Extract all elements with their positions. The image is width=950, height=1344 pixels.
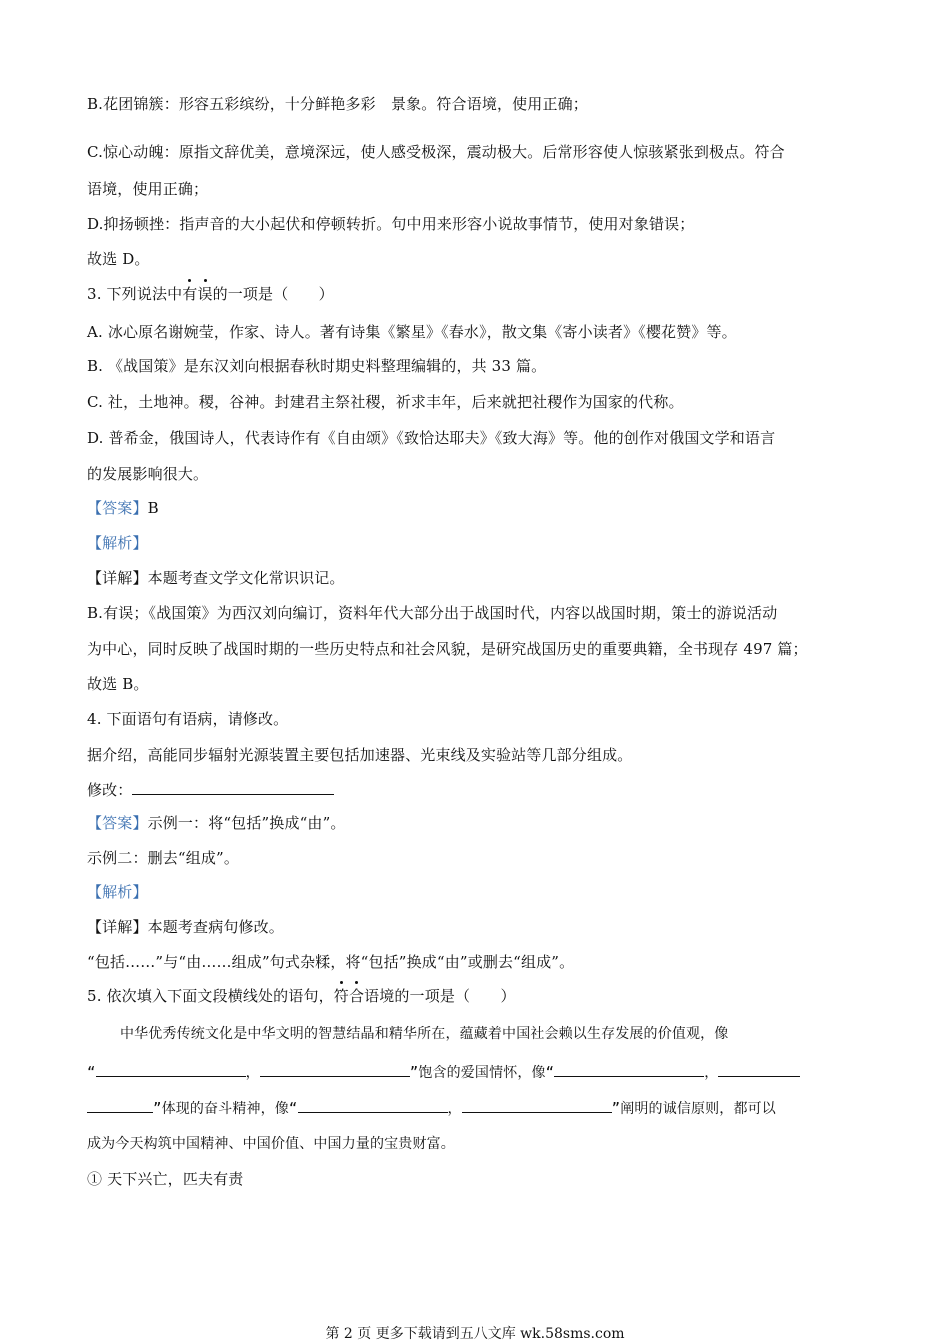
passage-text: ”饱含的爱国情怀，像“ [409,1065,555,1081]
text-line: C.惊心动魄：原指文辞优美，意境深远，使人感受极深，震动极大。后常形容使人惊骇紧张到极点。符合 [87,143,785,161]
text-line: 故选 D。 [87,250,150,268]
question-5 [87,986,516,1006]
fill-blank [87,1097,153,1113]
question-text: 3. 下列说法中 [87,285,183,303]
analysis-tag: 【解析】 [87,534,148,552]
text-line: B.有误；《战国策》为西汉刘向编订，资料年代大部分出于战国时代，内容以战国时期，策士的游说活动 [87,604,778,622]
detail-line: 【详解】本题考查病句修改。 [87,918,284,936]
answer-tag: 【答案】 [87,814,148,832]
fill-blank [554,1061,704,1077]
option-a: A. 冰心原名谢婉莹，作家、诗人。著有诗集《繁星》《春水》，散文集《寄小读者》《樱花赞》等。 [87,323,737,341]
passage-text: ”阐明的诚信原则，都可以 [611,1101,776,1117]
passage-text: ， [704,1065,719,1081]
fill-blank [260,1061,410,1077]
emphasis-char: 符 [333,987,349,1005]
emphasis-char: 有 [182,285,198,303]
passage-line: 中华优秀传统文化是中华文明的智慧结晶和精华所在，蕴藏着中国社会赖以生存发展的价值观，像 [120,1026,729,1042]
revise-line [87,779,334,800]
fill-blank [462,1097,612,1113]
text-line: B.花团锦簇：形容五彩缤纷，十分鲜艳多彩 景象。符合语境，使用正确； [87,95,588,113]
option-d-cont: 的发展影响很大。 [87,465,209,483]
question-text: 5. 依次填入下面文段横线处的语句， [87,987,334,1005]
text-line: 语境，使用正确； [87,180,209,198]
analysis-tag: 【解析】 [87,883,148,901]
emphasis-char: 合 [348,987,365,1005]
page-footer: 第 2 页 更多下载请到五八文库 wk.58sms.com [325,1326,625,1342]
detail-line: 【详解】本题考查文学文化常识识记。 [87,569,345,587]
text-line: 故选 B。 [87,675,149,693]
option-b: B. 《战国策》是东汉刘向根据春秋时期史料整理编辑的，共 33 篇。 [87,357,547,375]
text-line: 为中心，同时反映了战国时期的一些历史特点和社会风貌，是研究战国历史的重要典籍，全书现存 497 篇； [87,640,808,658]
answer-value: 示例一：将“包括”换成“由”。 [147,814,346,832]
revise-label: 修改： [87,781,133,799]
passage-text: ， [447,1101,462,1117]
option-c: C. 社，土地神。稷，谷神。封建君主祭社稷，祈求丰年，后来就把社稷作为国家的代称。 [87,393,684,411]
passage-text: ”体现的奋斗精神，像“ [153,1101,298,1117]
question-text: 语境的一项是（ ） [364,987,516,1005]
passage-text: ， [245,1065,260,1081]
passage-line: 成为今天构筑中国精神、中国价值、中国力量的宝贵财富。 [87,1136,455,1152]
question-sentence: 据介绍，高能同步辐射光源装置主要包括加速器、光束线及实验站等几部分组成。 [87,746,633,764]
option-d: D. 普希金，俄国诗人，代表诗作有《自由颂》《致恰达耶夫》《致大海》等。他的创作对俄国文学和语言 [87,429,776,447]
answer-blank [132,779,334,795]
fill-blank [718,1061,800,1077]
question-text: 的一项是（ ） [212,285,334,303]
emphasis-char: 误 [197,285,213,303]
option-1: ① 天下兴亡，匹夫有责 [87,1170,244,1188]
passage-text: “ [87,1065,96,1081]
answer-3 [87,498,159,518]
fill-blank [96,1061,246,1077]
text-line: D.抑扬顿挫：指声音的大小起伏和停顿转折。句中用来形容小说故事情节，使用对象错误； [87,215,695,233]
question-3 [87,284,334,304]
passage-line [87,1097,776,1119]
answer-tag: 【答案】 [87,499,148,517]
passage-line [87,1061,800,1083]
text-line: 示例二：删去“组成”。 [87,849,239,867]
answer-4 [87,813,346,833]
question-4: 4. 下面语句有语病，请修改。 [87,710,289,728]
answer-value: B [147,499,159,517]
fill-blank [298,1097,448,1113]
text-line: “包括……”与“由……组成”句式杂糅，将“包括”换成“由”或删去“组成”。 [87,953,575,971]
